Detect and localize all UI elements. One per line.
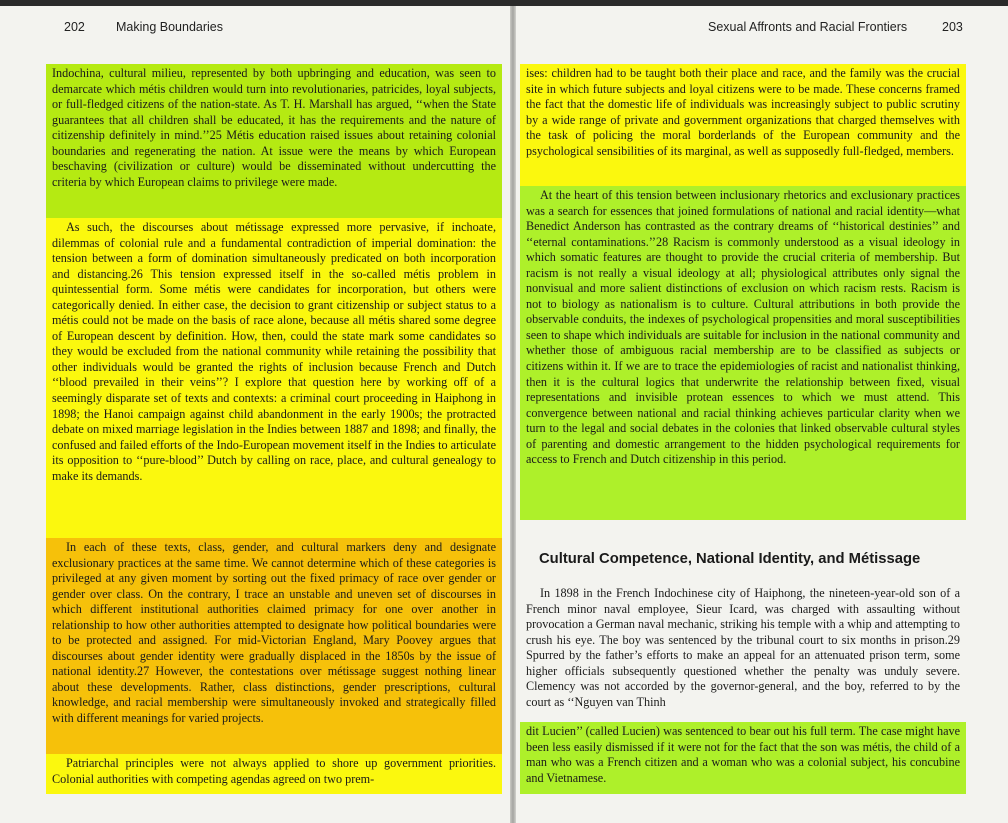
left-paragraph-2-text: As such, the discourses about métissage expressed more pervasive, if inchoate, dilemmas of colonial rule and a fundamental contradiction of imperial domination: the tension between a form of domination simultaneously predicated on both incorporation and distancing.26 This tension expressed itself in the so-called métis problem in quintessential form. Some métis were candidates for incorporation, but others were categorically denied. In either case, the decision to grant citizenship or subject status to a métis could not be made on the basis of race alone, because all métis shared some degree of European descent by definition. How, then, could the state mark some candidates so they would be excluded from the national community while retaining the possibility that other individuals would be granted the rights of inclusion because French and Dutch ‘‘blood prevailed in their veins’’? I explore that question here by working off of a seemingly disparate set of texts and contexts: a criminal court proceeding in Haiphong in 1898; the Hanoi campaign against child abandonment in the early 1900s; the protracted debate on mixed marriage legislation in the Indies between 1887 and 1898; and finally, the confused and failed efforts of the Indo-European movement itself in the Indies to articulate its opposition to ‘‘pure-blood’’ Dutch by calling on race, place, and cultural genealogy to make its demands.	[52, 220, 496, 483]
left-paragraph-2[interactable]	[46, 218, 502, 538]
left-running-head: Making Boundaries	[116, 20, 224, 34]
right-paragraph-2[interactable]	[520, 186, 966, 520]
right-page-number: 203	[942, 20, 963, 34]
left-paragraph-3-text: In each of these texts, class, gender, and cultural markers deny and designate exclusionary practices at the same time. We cannot determine which of these categories is privileged at any given moment by sorting out the fixed primacy of race over gender or gender over class. On the contrary, I trace an unstable and uneven set of discourses in which different institutional authorities claimed primacy for one over another in relationship to how other authorities attempted to designate how political boundaries were to be protected and assigned. For mid-Victorian England, Mary Poovey argues that discourses about gender identity were gradually displaced in the 1850s by the issue of national identity.27 However, the contestations over métissage suggest nothing linear about these developments. Rather, class distinctions, gender prescriptions, cultural knowledge, and racial membership were simultaneously invoked and strategically filled with different meanings for varied projects.	[52, 540, 496, 726]
section-heading: Cultural Competence, National Identity, and Métissage	[539, 551, 921, 567]
right-paragraph-1-text: ises: children had to be taught both their place and race, and the family was the crucial site in which future subjects and loyal citizens were to be made. These concerns framed the fact that the domestic life of individuals was increasingly subject to public scrutiny by a wide range of private and government organizations that charged themselves with the task of policing the moral borderlands of the European community and the psychological sensibilities of its marginal, as well as supposedly full-fledged, members.	[526, 66, 960, 158]
left-paragraph-1[interactable]	[46, 64, 502, 218]
left-paragraph-4[interactable]	[46, 754, 502, 794]
right-paragraph-3-text: In 1898 in the French Indochinese city of Haiphong, the nineteen-year-old son of a French minor naval employee, Sieur Icard, was charged with assaulting without provocation a German naval mechanic, striking his temple with a whip and attempting to crush his eye. The boy was sentenced by the tribunal court to six months in prison.29 Spurred by the father’s efforts to make an appeal for an attenuated prison term, some higher officials subsequently questioned whether the penalty was unduly severe. Clemency was not accorded by the governor-general, and the boy, referred to by the court as ‘‘Nguyen van Thinh	[526, 586, 960, 709]
right-paragraph-1[interactable]	[520, 64, 966, 186]
right-paragraph-4[interactable]	[520, 722, 966, 794]
left-paragraph-3[interactable]	[46, 538, 502, 754]
left-page-number: 202	[64, 20, 85, 34]
right-paragraph-2-text: At the heart of this tension between inclusionary rhetorics and exclusionary practices was a search for essences that joined formulations of national and racial identity—what Benedict Anderson has contrasted as the contrary dreams of ‘‘historical destinies’’ and ‘‘eternal contaminations.’’28 Racism is commonly understood as a visual ideology in which somatic features are thought to provide the crucial criteria of membership. But racism is not really a visual ideology at all; physiological attributes only signal the nonvisual and more salient distinctions of exclusion on which racism rests. Racism is not to biology as nationalism is to culture. Cultural attributions in both provide the observable conduits, the indexes of psychological propensities and moral susceptibilities seen to shape which individuals are suitable for inclusion in the national community and whether those of ambiguous racial membership are to be classified as subjects or citizens within it. If we are to trace the epidemiologies of racist and nationalist thinking, then it is the cultural logics that underwrite the relationship between fixed, visual representations and invisible protean essences to which we must attend. This convergence between national and racial thinking achieves particular clarity when we turn to the legal and social debates in the colonies that linked observable cultural styles of parenting and domestic arrangement to the hidden psychological requirements for access to French and Dutch citizenship in this period.	[526, 188, 960, 467]
right-paragraph-4-text: dit Lucien’’ (called Lucien) was sentenced to bear out his full term. The case might have been less easily dismissed if it were not for the fact that the son was métis, the child of a man who was a French citizen and a woman who was a colonial subject, his concubine and Vietnamese.	[526, 724, 960, 785]
right-running-head: Sexual Affronts and Racial Frontiers	[708, 20, 908, 34]
left-paragraph-4-text: Patriarchal principles were not always applied to shore up government priorities. Colonial authorities with competing agendas agreed on two prem-	[52, 756, 496, 786]
right-paragraph-3[interactable]	[520, 584, 966, 724]
left-paragraph-1-text: Indochina, cultural milieu, represented by both upbringing and education, was seen to demarcate which métis children would turn into revolutionaries, patricides, loyal subjects, or full-fledged citizens of the nation-state. As T. H. Marshall has argued, ‘‘when the State guarantees that all children shall be educated, it has the requirements and the nature of citizenship definitely in mind.’’25 Métis education raised issues about retaining colonial boundaries and regenerating the nation. At issue were the means by which European beschaving (civilization or culture) would be disseminated without undercutting the criteria by which European claims to privilege were made.	[52, 66, 496, 189]
